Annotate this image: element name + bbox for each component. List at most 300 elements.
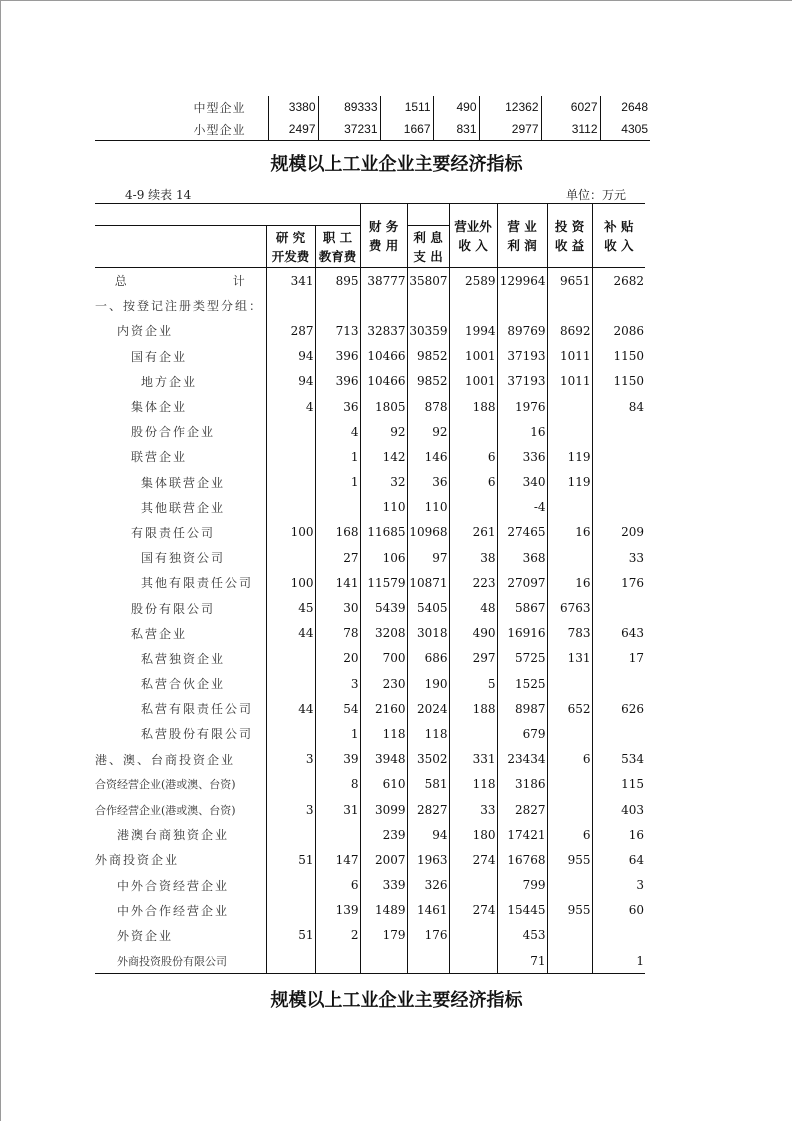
cell-value: 340 <box>497 470 547 495</box>
cell-value: 5867 <box>497 595 547 620</box>
cell-value: 1 <box>315 721 360 746</box>
cell-value <box>592 419 645 444</box>
row-label: 私营有限责任公司 <box>95 696 266 721</box>
cell-value: 10968 <box>407 520 449 545</box>
cell-value: 713 <box>315 318 360 343</box>
cell-value: 94 <box>407 822 449 847</box>
cell-value <box>592 495 645 520</box>
cell-value: 30359 <box>407 318 449 343</box>
cell-value <box>547 772 592 797</box>
header-subsidy-income: 补 贴 收 入 <box>592 204 645 268</box>
cell-value <box>547 545 592 570</box>
cell-value: 1667 <box>380 118 433 141</box>
cell-value: 895 <box>315 268 360 294</box>
cell-value <box>547 923 592 948</box>
row-label <box>95 268 266 294</box>
cell-value: 3 <box>266 797 315 822</box>
cell-value: 39 <box>315 747 360 772</box>
cell-value: 3 <box>636 878 645 893</box>
cell-value <box>547 293 592 318</box>
table-row <box>95 646 645 671</box>
cell-value: 9852 <box>407 344 449 369</box>
table-row <box>95 797 645 822</box>
cell-value <box>592 293 645 318</box>
cell-value: 1150 <box>613 374 645 389</box>
cell-value: 44 <box>266 696 315 721</box>
cell-value <box>449 948 497 974</box>
cell-value: 37193 <box>497 344 547 369</box>
cell-value: 188 <box>449 696 497 721</box>
cell-value: 44 <box>266 621 315 646</box>
cell-value: 2589 <box>449 268 497 294</box>
cell-value: 51 <box>266 847 315 872</box>
cell-value: 955 <box>547 898 592 923</box>
cell-value: 4 <box>315 419 360 444</box>
table-row <box>95 118 650 141</box>
cell-value <box>449 873 497 898</box>
cell-value <box>360 293 407 318</box>
cell-value: 20 <box>315 646 360 671</box>
cell-value: 2007 <box>360 847 407 872</box>
cell-value: 15445 <box>497 898 547 923</box>
row-label: 港澳台商独资企业 <box>95 822 266 847</box>
cell-value: 27465 <box>497 520 547 545</box>
cell-value: 643 <box>621 626 645 641</box>
table-row <box>95 369 645 394</box>
cell-value <box>547 873 592 898</box>
cell-value: 6 <box>449 470 497 495</box>
cell-value: 119 <box>547 470 592 495</box>
cell-value: 3 <box>266 747 315 772</box>
cell-value: 783 <box>547 621 592 646</box>
table-row <box>95 948 645 974</box>
cell-value: 8987 <box>497 696 547 721</box>
cell-value: 261 <box>449 520 497 545</box>
cell-value: 2827 <box>407 797 449 822</box>
cell-value: 453 <box>497 923 547 948</box>
cell-value: 8692 <box>547 318 592 343</box>
cell-value: 2648 <box>621 100 648 114</box>
cell-value: 6 <box>315 873 360 898</box>
cell-value <box>266 721 315 746</box>
cell-value <box>266 646 315 671</box>
cell-value: 141 <box>315 570 360 595</box>
cell-value: 139 <box>315 898 360 923</box>
cell-value: 1001 <box>449 369 497 394</box>
cell-value <box>360 948 407 974</box>
cell-value: 51 <box>266 923 315 948</box>
cell-value <box>592 923 645 948</box>
cell-value <box>266 444 315 469</box>
cell-value: 110 <box>407 495 449 520</box>
cell-value: 89769 <box>497 318 547 343</box>
row-label: 合作经营企业(港或澳、台资) <box>95 797 266 822</box>
cell-value: 33 <box>628 550 645 565</box>
cell-value: 48 <box>449 595 497 620</box>
cell-value: 35807 <box>407 268 449 294</box>
cell-value: 490 <box>433 96 479 118</box>
cell-value: 106 <box>360 545 407 570</box>
cell-value <box>266 822 315 847</box>
cell-value: 1150 <box>613 349 645 364</box>
cell-value: 38 <box>449 545 497 570</box>
cell-value: 180 <box>449 822 497 847</box>
cell-value: 2827 <box>497 797 547 822</box>
cell-value: 97 <box>407 545 449 570</box>
row-label: 外商投资企业 <box>95 847 266 872</box>
cell-value: -4 <box>497 495 547 520</box>
row-label: 集体企业 <box>95 394 266 419</box>
cell-value <box>547 419 592 444</box>
cell-value: 32837 <box>360 318 407 343</box>
row-label: 股份有限公司 <box>95 595 266 620</box>
cell-value: 4305 <box>600 118 650 141</box>
table-row <box>95 470 645 495</box>
cell-value: 129964 <box>497 268 547 294</box>
table-row <box>95 96 650 118</box>
cell-value: 1525 <box>497 671 547 696</box>
cell-value: 45 <box>266 595 315 620</box>
cell-value <box>449 923 497 948</box>
row-label: 其他联营企业 <box>95 495 266 520</box>
cell-value: 2024 <box>407 696 449 721</box>
header-staff-education: 职 工 教育费 <box>315 226 360 268</box>
cell-value: 331 <box>449 747 497 772</box>
row-label: 内资企业 <box>95 318 266 343</box>
row-label: 股份合作企业 <box>95 419 266 444</box>
cell-value: 396 <box>315 344 360 369</box>
cell-value: 89333 <box>318 96 380 118</box>
cell-value: 119 <box>547 444 592 469</box>
cell-value: 686 <box>407 646 449 671</box>
cell-value: 9852 <box>407 369 449 394</box>
cell-value: 5 <box>449 671 497 696</box>
cell-value <box>266 948 315 974</box>
cell-value <box>449 495 497 520</box>
table-row <box>95 696 645 721</box>
cell-value: 100 <box>266 520 315 545</box>
header-interest-expense: 利 息 支 出 <box>407 226 449 268</box>
cell-value <box>592 444 645 469</box>
cell-value: 8 <box>315 772 360 797</box>
cell-value <box>547 948 592 974</box>
cell-value: 2497 <box>268 118 318 141</box>
cell-value: 799 <box>497 873 547 898</box>
cell-value: 37231 <box>318 118 380 141</box>
cell-value: 1 <box>315 470 360 495</box>
cell-value: 78 <box>315 621 360 646</box>
row-label: 外资企业 <box>95 923 266 948</box>
cell-value: 92 <box>360 419 407 444</box>
cell-value: 10466 <box>360 369 407 394</box>
table-row <box>95 721 645 746</box>
cell-value: 188 <box>449 394 497 419</box>
cell-value <box>547 671 592 696</box>
row-label: 国有企业 <box>95 344 266 369</box>
row-label: 外商投资股份有限公司 <box>95 948 266 974</box>
cell-value: 6027 <box>541 96 600 118</box>
cell-value: 700 <box>360 646 407 671</box>
cell-value: 84 <box>628 399 645 414</box>
cell-value: 33 <box>449 797 497 822</box>
table-row <box>95 318 645 343</box>
cell-value: 100 <box>266 570 315 595</box>
cell-value: 168 <box>315 520 360 545</box>
cell-value: 679 <box>497 721 547 746</box>
cell-value: 3 <box>315 671 360 696</box>
table-row <box>95 873 645 898</box>
cell-value: 94 <box>266 344 315 369</box>
cell-value: 336 <box>497 444 547 469</box>
cell-value: 27 <box>315 545 360 570</box>
cell-value: 16 <box>547 570 592 595</box>
table-title: 规模以上工业企业主要经济指标 <box>270 154 523 175</box>
cell-value: 652 <box>547 696 592 721</box>
cell-value: 115 <box>621 777 645 792</box>
row-label: 集体联营企业 <box>95 470 266 495</box>
cell-value: 3186 <box>497 772 547 797</box>
cell-value: 3948 <box>360 747 407 772</box>
cell-value: 326 <box>407 873 449 898</box>
cell-value: 230 <box>360 671 407 696</box>
previous-table-fragment <box>95 96 650 141</box>
cell-value: 16916 <box>497 621 547 646</box>
row-label: 私营企业 <box>95 621 266 646</box>
cell-value: 37193 <box>497 369 547 394</box>
cell-value: 94 <box>266 369 315 394</box>
cell-value: 1 <box>592 948 645 974</box>
table-row <box>95 444 645 469</box>
economic-indicators-table <box>95 203 645 974</box>
unit-label: 单位：万元 <box>566 188 627 202</box>
row-label: 其他有限责任公司 <box>95 570 266 595</box>
cell-value <box>407 948 449 974</box>
cell-value: 190 <box>407 671 449 696</box>
header-financial-cost: 财 务 费 用 <box>360 204 407 268</box>
cell-value: 5439 <box>360 595 407 620</box>
row-label: 一、按登记注册类型分组： <box>95 293 266 318</box>
row-label: 私营合伙企业 <box>95 671 266 696</box>
cell-value: 12362 <box>479 96 541 118</box>
cell-value: 16768 <box>497 847 547 872</box>
cell-value: 1805 <box>360 394 407 419</box>
cell-value: 274 <box>449 898 497 923</box>
cell-value <box>547 394 592 419</box>
cell-value: 31 <box>315 797 360 822</box>
cell-value: 17 <box>628 651 645 666</box>
cell-value: 581 <box>407 772 449 797</box>
cell-value: 403 <box>621 802 645 817</box>
cell-value: 10466 <box>360 344 407 369</box>
table-row <box>95 621 645 646</box>
cell-value <box>315 293 360 318</box>
cell-value: 2086 <box>613 323 645 338</box>
cell-value: 1994 <box>449 318 497 343</box>
cell-value: 6763 <box>547 595 592 620</box>
cell-value: 64 <box>628 852 645 867</box>
cell-value <box>266 545 315 570</box>
row-label: 合资经营企业(港或澳、台资) <box>95 772 266 797</box>
cell-value <box>592 595 645 620</box>
table-row <box>95 847 645 872</box>
cell-value: 534 <box>621 752 645 767</box>
cell-value: 6 <box>547 822 592 847</box>
row-label: 中外合资经营企业 <box>95 873 266 898</box>
total-label: 总 计 <box>114 274 245 289</box>
table-row <box>95 495 645 520</box>
cell-value: 878 <box>407 394 449 419</box>
cell-value: 27097 <box>497 570 547 595</box>
cell-value <box>266 772 315 797</box>
cell-value: 223 <box>449 570 497 595</box>
cell-value: 2682 <box>613 273 645 288</box>
cell-value <box>449 721 497 746</box>
cell-value: 36 <box>315 394 360 419</box>
table-row <box>95 898 645 923</box>
cell-value: 16 <box>628 827 645 842</box>
cell-value: 297 <box>449 646 497 671</box>
cell-value <box>592 470 645 495</box>
cell-value: 1011 <box>547 344 592 369</box>
header-blank-interest-top <box>407 204 449 226</box>
cell-value <box>266 873 315 898</box>
cell-value: 9651 <box>547 268 592 294</box>
cell-value: 17421 <box>497 822 547 847</box>
cell-value <box>266 495 315 520</box>
cell-value <box>266 898 315 923</box>
table-row <box>95 595 645 620</box>
row-label: 港、澳、台商投资企业 <box>95 747 266 772</box>
cell-value: 274 <box>449 847 497 872</box>
row-label: 小型企业 <box>95 118 268 141</box>
cell-value: 10871 <box>407 570 449 595</box>
cell-value: 287 <box>266 318 315 343</box>
cell-value: 179 <box>360 923 407 948</box>
cell-value: 5405 <box>407 595 449 620</box>
table-row <box>95 747 645 772</box>
cell-value: 209 <box>621 525 645 540</box>
cell-value: 396 <box>315 369 360 394</box>
cell-value <box>592 671 645 696</box>
row-label: 中型企业 <box>95 96 268 118</box>
cell-value: 118 <box>407 721 449 746</box>
cell-value: 36 <box>407 470 449 495</box>
cell-value: 16 <box>497 419 547 444</box>
cell-value <box>266 293 315 318</box>
cell-value: 831 <box>433 118 479 141</box>
cell-value: 2 <box>315 923 360 948</box>
table-row <box>95 671 645 696</box>
row-label: 有限责任公司 <box>95 520 266 545</box>
cell-value <box>407 293 449 318</box>
cell-value: 92 <box>407 419 449 444</box>
table-id: 4-9 续表 14 <box>125 188 192 202</box>
cell-value <box>547 495 592 520</box>
cell-value: 6 <box>547 747 592 772</box>
cell-value: 147 <box>315 847 360 872</box>
cell-value: 5725 <box>497 646 547 671</box>
cell-value <box>449 419 497 444</box>
cell-value: 3502 <box>407 747 449 772</box>
cell-value: 142 <box>360 444 407 469</box>
table-row <box>95 772 645 797</box>
table-row <box>95 419 645 444</box>
cell-value: 610 <box>360 772 407 797</box>
table-row <box>95 545 645 570</box>
cell-value: 176 <box>407 923 449 948</box>
cell-value: 1963 <box>407 847 449 872</box>
cell-value <box>315 948 360 974</box>
cell-value: 1461 <box>407 898 449 923</box>
header-operating-profit: 营 业 利 润 <box>497 204 547 268</box>
cell-value: 146 <box>407 444 449 469</box>
cell-value: 38777 <box>360 268 407 294</box>
cell-value: 2977 <box>479 118 541 141</box>
cell-value <box>266 419 315 444</box>
cell-value <box>547 721 592 746</box>
cell-value: 6 <box>449 444 497 469</box>
cell-value: 1 <box>315 444 360 469</box>
cell-value: 339 <box>360 873 407 898</box>
table-row <box>95 570 645 595</box>
cell-value: 11685 <box>360 520 407 545</box>
cell-value: 71 <box>497 948 547 974</box>
section-heading-row <box>95 293 645 318</box>
cell-value: 11579 <box>360 570 407 595</box>
cell-value: 239 <box>360 822 407 847</box>
cell-value: 3018 <box>407 621 449 646</box>
header-blank-label <box>95 226 266 268</box>
cell-value: 368 <box>497 545 547 570</box>
cell-value <box>592 721 645 746</box>
cell-value: 118 <box>360 721 407 746</box>
cell-value: 4 <box>266 394 315 419</box>
cell-value: 110 <box>360 495 407 520</box>
cell-value: 341 <box>266 268 315 294</box>
row-label: 国有独资公司 <box>95 545 266 570</box>
row-label: 地方企业 <box>95 369 266 394</box>
total-row <box>95 268 645 294</box>
cell-value <box>449 293 497 318</box>
header-non-operating-income: 营业外 收 入 <box>449 204 497 268</box>
cell-value: 32 <box>360 470 407 495</box>
table-row <box>95 394 645 419</box>
cell-value: 626 <box>621 701 645 716</box>
row-label: 私营股份有限公司 <box>95 721 266 746</box>
cell-value <box>266 470 315 495</box>
header-blank-top <box>95 204 360 226</box>
cell-value: 118 <box>449 772 497 797</box>
cell-value: 490 <box>449 621 497 646</box>
cell-value: 3099 <box>360 797 407 822</box>
cell-value: 1011 <box>547 369 592 394</box>
cell-value: 3380 <box>268 96 318 118</box>
cell-value <box>315 822 360 847</box>
cell-value <box>315 495 360 520</box>
table-row <box>95 822 645 847</box>
row-label: 联营企业 <box>95 444 266 469</box>
cell-value: 16 <box>547 520 592 545</box>
row-label: 私营独资企业 <box>95 646 266 671</box>
cell-value: 1976 <box>497 394 547 419</box>
table-row <box>95 923 645 948</box>
cell-value: 23434 <box>497 747 547 772</box>
cell-value: 3112 <box>541 118 600 141</box>
cell-value: 1001 <box>449 344 497 369</box>
cell-value <box>547 797 592 822</box>
cell-value: 60 <box>628 903 645 918</box>
cell-value: 30 <box>315 595 360 620</box>
